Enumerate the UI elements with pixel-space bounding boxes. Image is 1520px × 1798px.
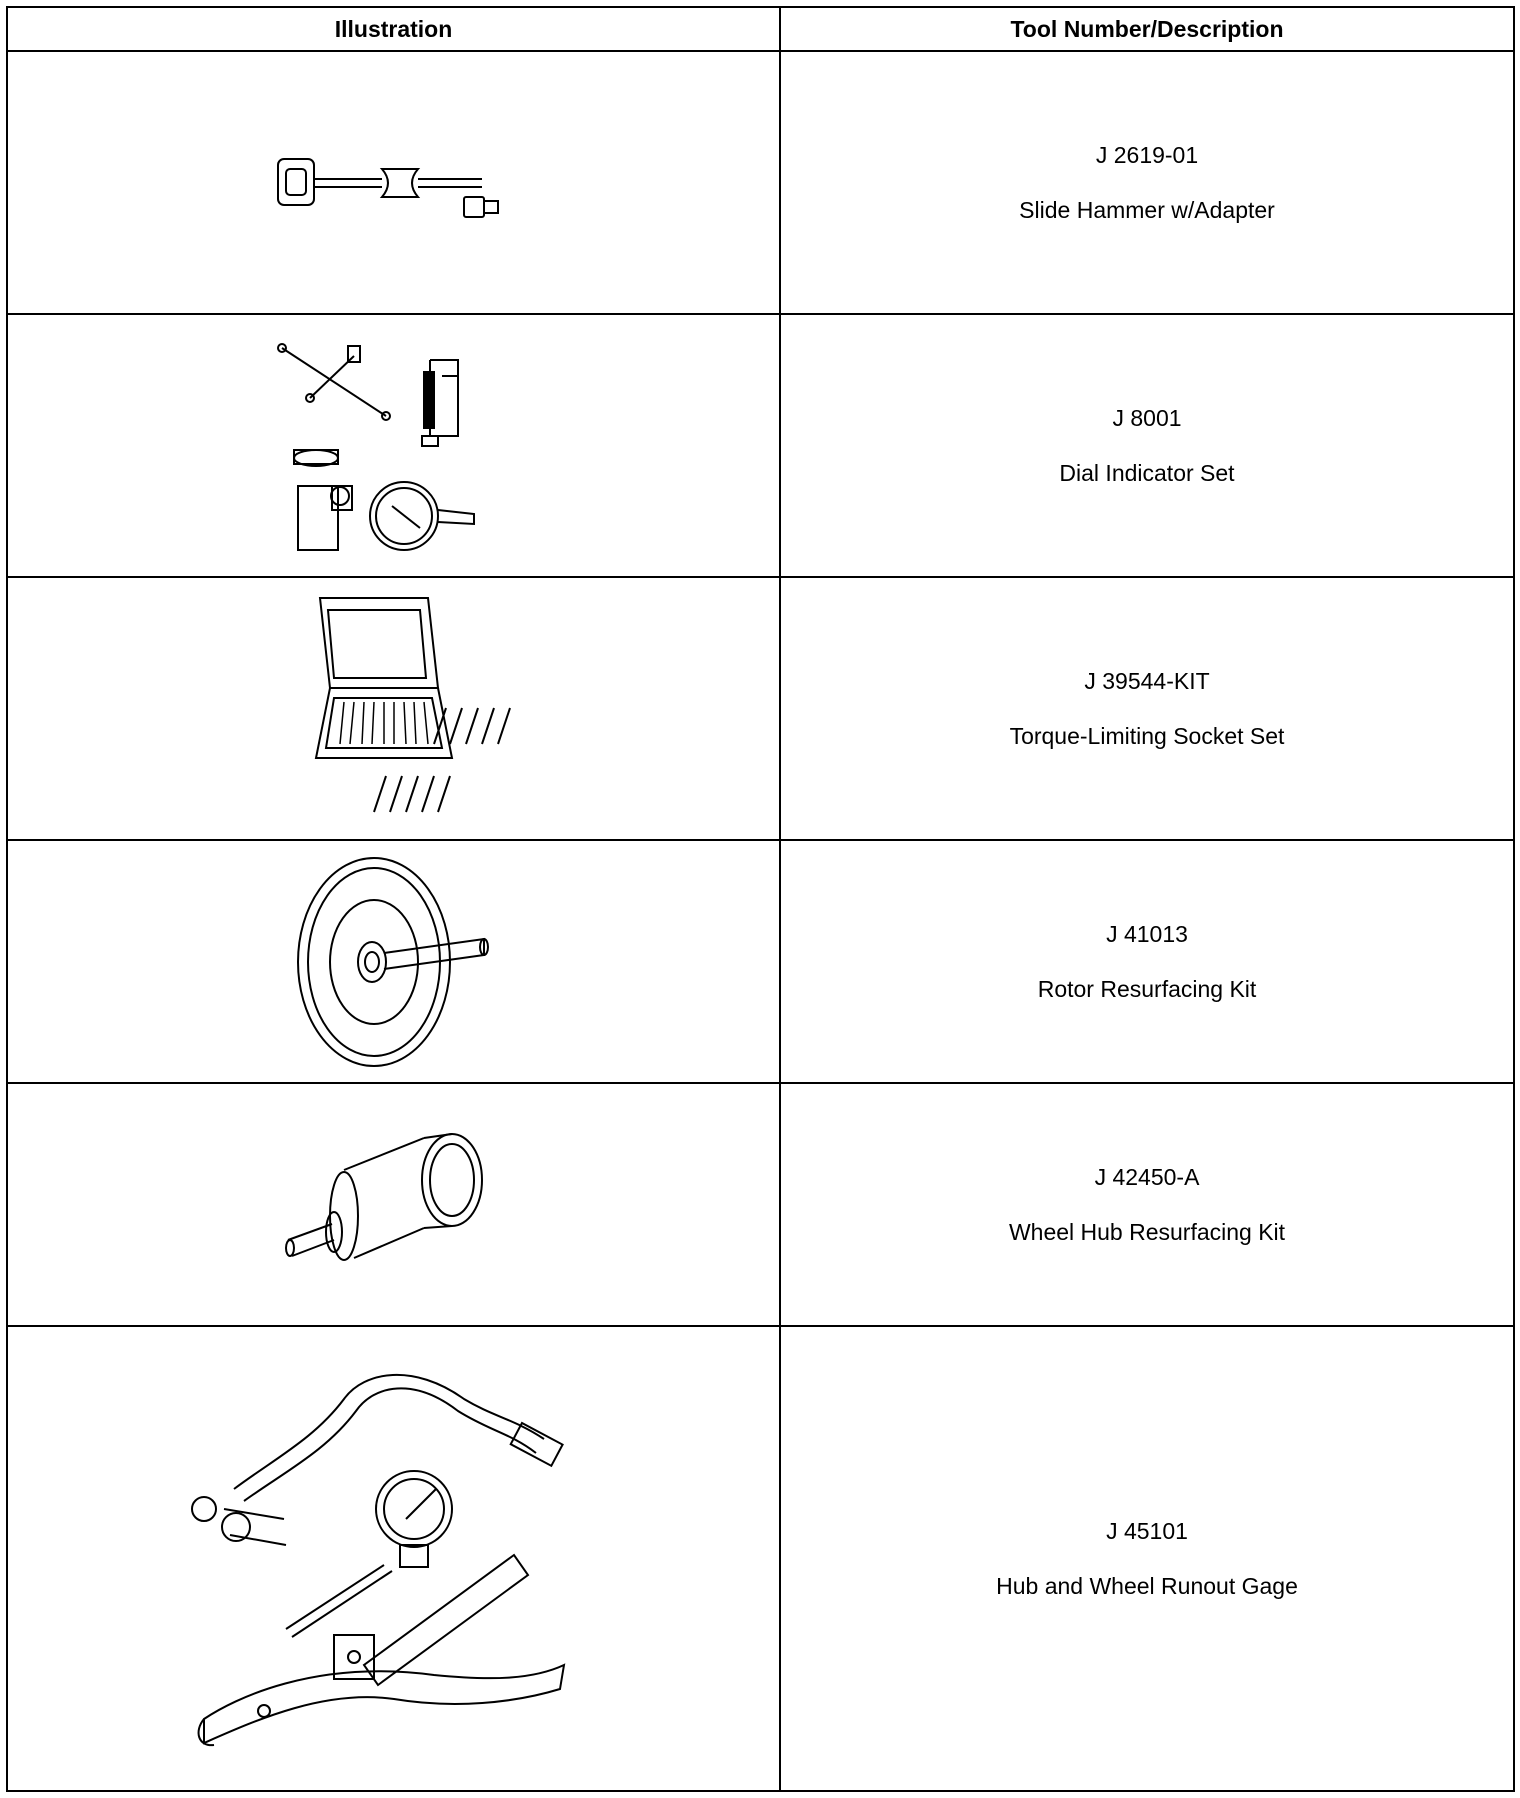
- dial-indicator-set-icon: [274, 336, 514, 556]
- tool-description: Dial Indicator Set: [1059, 459, 1235, 486]
- tool-number: J 8001: [1112, 404, 1182, 431]
- table-row: [7, 1326, 1514, 1791]
- special-tools-table: [6, 6, 1515, 1792]
- description-cell: [780, 51, 1514, 314]
- description-cell: [780, 577, 1514, 840]
- rotor-disc-icon: [294, 855, 494, 1069]
- tool-number: J 39544-KIT: [1084, 667, 1210, 694]
- tool-number: J 2619-01: [1095, 141, 1199, 168]
- illustration-cell: [7, 1326, 780, 1791]
- tool-description: Hub and Wheel Runout Gage: [996, 1572, 1298, 1599]
- description-cell: [780, 1326, 1514, 1791]
- table-row: [7, 51, 1514, 314]
- header-row: [7, 7, 1514, 51]
- table-row: [7, 840, 1514, 1083]
- table-row: [7, 314, 1514, 577]
- table-row: [7, 577, 1514, 840]
- tool-number: J 41013: [1106, 920, 1188, 947]
- tool-description: Torque-Limiting Socket Set: [1009, 722, 1285, 749]
- tool-description: Wheel Hub Resurfacing Kit: [1008, 1218, 1286, 1245]
- description-cell: [780, 840, 1514, 1083]
- illustration-cell: [7, 1083, 780, 1326]
- illustration-cell: [7, 51, 780, 314]
- tool-number: J 42450-A: [1094, 1163, 1200, 1190]
- slide-hammer-icon: [274, 143, 514, 223]
- runout-gage-icon: [174, 1359, 614, 1759]
- header-tool-number: Tool Number/Description: [780, 7, 1514, 51]
- illustration-cell: [7, 840, 780, 1083]
- table-row: [7, 1083, 1514, 1326]
- description-cell: [780, 1083, 1514, 1326]
- header-illustration: Illustration: [7, 7, 780, 51]
- illustration-cell: [7, 577, 780, 840]
- illustration-cell: [7, 314, 780, 577]
- description-cell: [780, 314, 1514, 577]
- socket-set-case-icon: [274, 594, 514, 824]
- tool-description: Slide Hammer w/Adapter: [1019, 196, 1275, 223]
- tool-description: Rotor Resurfacing Kit: [1037, 975, 1257, 1002]
- hub-resurfacing-icon: [284, 1130, 504, 1280]
- tool-number: J 45101: [1106, 1517, 1188, 1544]
